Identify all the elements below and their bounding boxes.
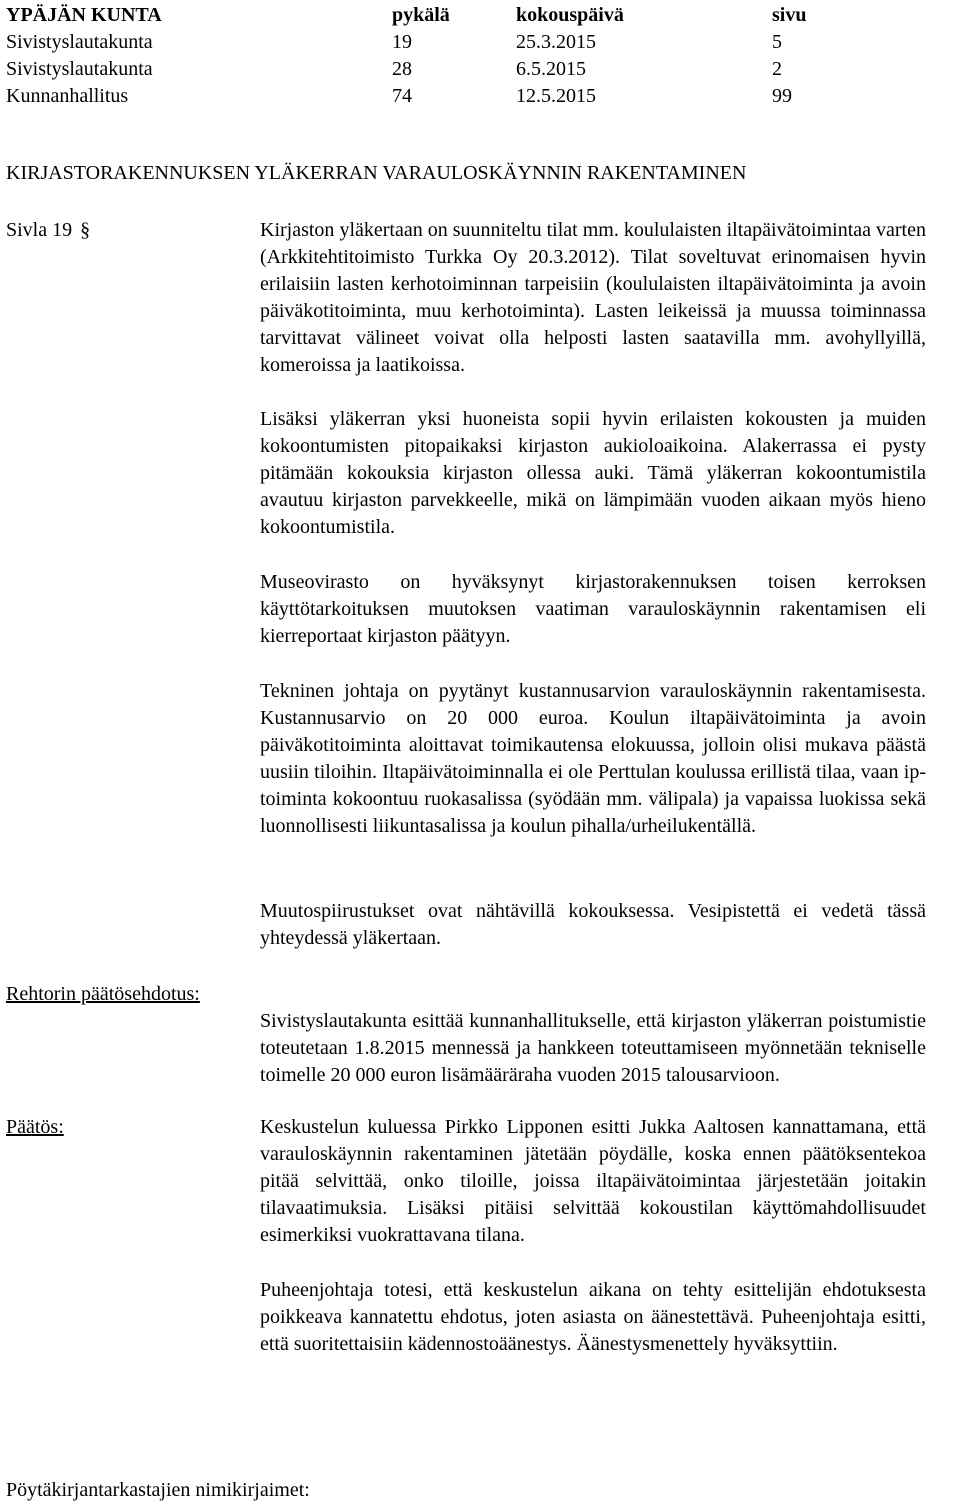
paragraph-text: Puheenjohtaja totesi, että keskustelun aikana on tehty esittelijän ehdotuksesta poikkeava kannatettu ehdotus, joten asiasta on äänestettävä. Puheenjohtaja esitti, että suoritettaisiin kädennostoäänestys. Äänestysmenettely hyväksyttiin. <box>260 1279 926 1355</box>
paragraph-text: Tekninen johtaja on pyytänyt kustannusarvion varauloskäynnin rakentamisesta. Kustannusarvio on 20 000 euroa. Koulun iltapäivätoiminta ja avoin päiväkotitoiminta aloittavat toimikautensa elokuussa, jolloin olisi mukava päästä uusiin tiloihin. Iltapäivätoiminnalla ei ole Perttulan koulussa erillistä tilaa, vaan ip-toiminta kokoontuu ruokasalissa (syödään mm. välipala) ja vapaissa luokissa sekä luonnollisesti liikuntasalissa ja koulun pihalla/urheilukentällä. <box>260 680 926 837</box>
decision-text-2 <box>260 1277 926 1358</box>
row-date: 25.3.2015 <box>516 31 596 53</box>
organization-name: YPÄJÄN KUNTA <box>6 4 162 26</box>
body-paragraph-3 <box>260 569 926 650</box>
proposal-text <box>260 1008 926 1089</box>
row-sivu: 99 <box>772 85 792 107</box>
footer-initials-label: Pöytäkirjantarkastajien nimikirjaimet: <box>6 1479 310 1501</box>
row-body: Kunnanhallitus <box>6 85 129 107</box>
table-row <box>6 83 906 110</box>
decision-text-1 <box>260 1114 926 1249</box>
header-row <box>6 2 906 29</box>
header-pykala: pykälä <box>392 4 450 26</box>
row-pykala: 28 <box>392 58 412 80</box>
row-pykala: 19 <box>392 31 412 53</box>
body-paragraph-5 <box>260 898 926 952</box>
row-pykala: 74 <box>392 85 412 107</box>
row-sivu: 2 <box>772 58 782 80</box>
paragraph-text: Museovirasto on hyväksynyt kirjastorakennuksen toisen kerroksen käyttötarkoituksen muutoksen vaatiman varauloskäynnin rakentamisen eli kierreportaat kirjaston päätyyn. <box>260 571 926 647</box>
row-date: 6.5.2015 <box>516 58 586 80</box>
header-table <box>6 2 906 110</box>
body-paragraph-2 <box>260 406 926 541</box>
paragraph-sign-icon: § <box>80 219 91 241</box>
document-title: KIRJASTORAKENNUKSEN YLÄKERRAN VARAULOSKÄYNNIN RAKENTAMINEN <box>6 162 747 184</box>
body-paragraph-4 <box>260 678 926 840</box>
row-body: Sivistyslautakunta <box>6 58 153 80</box>
row-body: Sivistyslautakunta <box>6 31 153 53</box>
decision-label: Päätös: <box>6 1116 64 1138</box>
paragraph-text: Sivistyslautakunta esittää kunnanhallitukselle, että kirjaston yläkerran poistumistie toteutetaan 1.8.2015 mennessä ja hankkeen toteuttamiseen myönnetään tekniselle toimelle 20 000 euron lisämääräraha vuoden 2015 talousarvioon. <box>260 1010 926 1086</box>
section-reference-label: Sivla 19 <box>6 219 73 241</box>
header-kokouspaiva: kokouspäivä <box>516 4 624 26</box>
section-reference <box>6 217 90 244</box>
paragraph-text: Muutospiirustukset ovat nähtävillä kokouksessa. Vesipistettä ei vedetä tässä yhteydessä yläkertaan. <box>260 900 926 949</box>
paragraph-text: Keskustelun kuluessa Pirkko Lipponen esitti Jukka Aaltosen kannattamana, että varauloskäynnin rakentaminen jätetään pöydälle, koska ennen päätöksentekoa pitää selvittää, onko tiloille, joissa iltapäivätoimintaa järjestetään joitakin tilavaatimuksia. Lisäksi pitäisi selvittää kokoustilan käyttömahdollisuudet esimerkiksi vuokrattavana tilana. <box>260 1116 926 1246</box>
row-date: 12.5.2015 <box>516 85 596 107</box>
paragraph-text: Kirjaston yläkertaan on suunniteltu tilat mm. koululaisten iltapäivätoimintaa varten (Arkkitehtitoimisto Turkka Oy 20.3.2012). Tilat soveltuvat erinomaisen hyvin erilaisiin lasten kerhotoiminnan tarpeisiin (koululaisten iltapäivätoiminta ja avoin päiväkotitoiminta, muu kerhotoiminta). Lasten leikeissä ja muussa toiminnassa tarvittavat välineet voivat olla helposti lasten saatavilla mm. avohyllyillä, komeroissa ja laatikoissa. <box>260 219 926 376</box>
table-row <box>6 29 906 56</box>
row-sivu: 5 <box>772 31 782 53</box>
header-sivu: sivu <box>772 4 807 26</box>
table-row <box>6 56 906 83</box>
paragraph-text: Lisäksi yläkerran yksi huoneista sopii hyvin erilaisten kokousten ja muiden kokoontumisten pitopaikaksi kirjaston aukioloaikoina. Alakerrassa ei pysty pitämään kokouksia kirjaston ollessa auki. Tämä yläkerran kokoontumistila avautuu kirjaston parvekkeelle, mikä on lämpimään vuoden aikaan myös hieno kokoontumistila. <box>260 408 926 538</box>
body-paragraph-1 <box>260 217 926 379</box>
proposal-label: Rehtorin päätösehdotus: <box>6 983 200 1005</box>
